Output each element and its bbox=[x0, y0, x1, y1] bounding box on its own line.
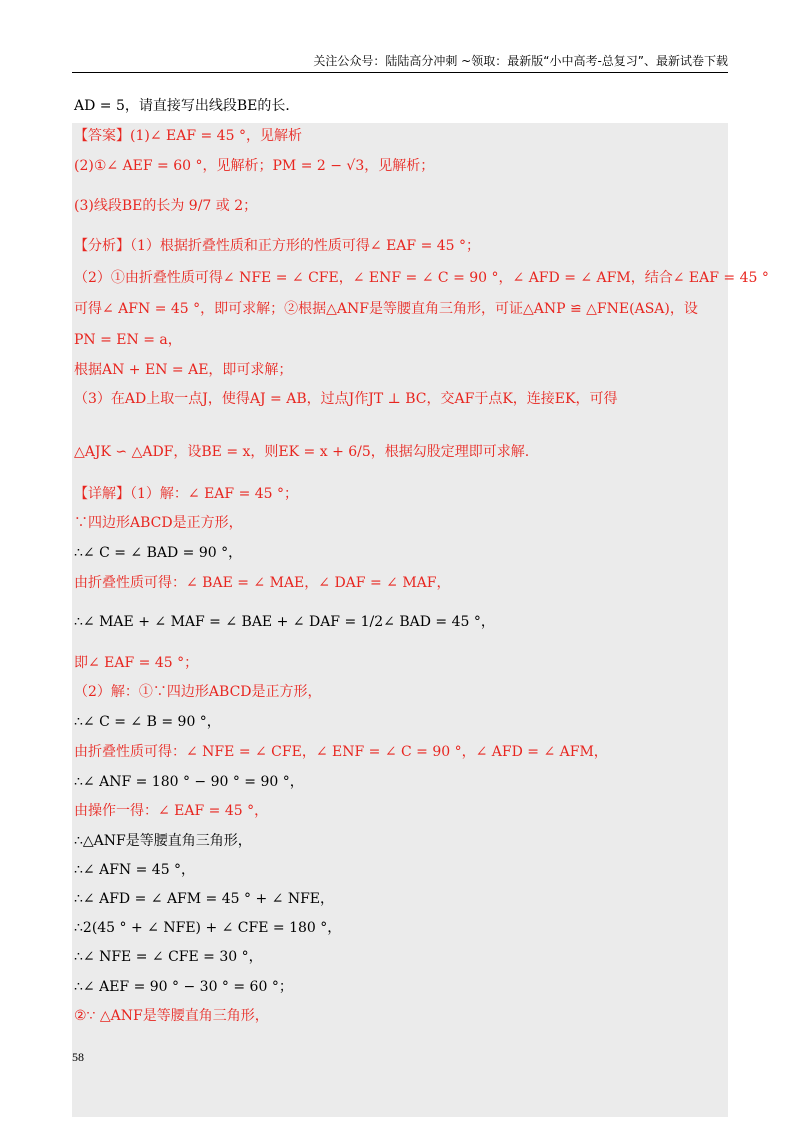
text-line: ∴∠ MAE + ∠ MAF = ∠ BAE + ∠ DAF = 1/2∠ BAD = 45 °， bbox=[74, 614, 495, 630]
text-line: 根据AN + EN = AE，即可求解； bbox=[74, 362, 293, 378]
text-line: 由操作一得：∠ EAF = 45 °， bbox=[74, 803, 269, 819]
text-line: ∴∠ AFN = 45 °， bbox=[74, 862, 196, 878]
text-line: （3）在AD上取一点J，使得AJ = AB，过点J作JT ⊥ BC，交AF于点K，连接EK，可得 bbox=[74, 391, 618, 407]
text-line: 【分析】（1）根据折叠性质和正方形的性质可得∠ EAF = 45 °； bbox=[74, 238, 481, 254]
text-line: (2)①∠ AEF = 60 °，见解析；PM = 2 − √3，见解析； bbox=[74, 158, 435, 174]
text-line: ∴∠ AEF = 90 ° − 30 ° = 60 °； bbox=[74, 979, 293, 995]
text-line: 可得∠ AFN = 45 °，即可求解；②根据△ANF是等腰直角三角形，可证△ANP ≌ △FNE(ASA)，设 bbox=[74, 301, 698, 317]
text-line: ②∵ △ANF是等腰直角三角形， bbox=[74, 1008, 269, 1024]
text-line: ∴∠ AFD = ∠ AFM = 45 ° + ∠ NFE， bbox=[74, 891, 334, 907]
text-line: ∴∠ ANF = 180 ° − 90 ° = 90 °， bbox=[74, 774, 304, 790]
text-line: 由折叠性质可得：∠ NFE = ∠ CFE，∠ ENF = ∠ C = 90 °，∠ AFD = ∠ AFM， bbox=[74, 744, 608, 760]
text-line: 【详解】（1）解：∠ EAF = 45 °； bbox=[74, 486, 299, 502]
text-line: PN = EN = a， bbox=[74, 332, 182, 348]
text-line: ∴△ANF是等腰直角三角形， bbox=[74, 833, 252, 849]
text-line: ∴2(45 ° + ∠ NFE) + ∠ CFE = 180 °， bbox=[74, 920, 342, 936]
text-line: ∵四边形ABCD是正方形， bbox=[74, 515, 243, 531]
text-line: AD = 5，请直接写出线段BE的长． bbox=[74, 98, 300, 114]
text-line: (3)线段BE的长为 9/7 或 2； bbox=[74, 198, 258, 214]
text-line: 由折叠性质可得：∠ BAE = ∠ MAE，∠ DAF = ∠ MAF， bbox=[74, 575, 451, 591]
text-line: （2）解：①∵四边形ABCD是正方形， bbox=[74, 684, 322, 700]
text-line: ∴∠ C = ∠ B = 90 °， bbox=[74, 714, 221, 730]
text-line: △AJK ∽ △ADF，设BE = x，则EK = x + 6/5，根据勾股定理即可求解. bbox=[74, 444, 530, 460]
text-line: 【答案】(1)∠ EAF = 45 °，见解析 bbox=[74, 128, 302, 144]
page-header: 关注公众号：陆陆高分冲刺 ~领取：最新版“小中高考-总复习”、最新试卷下载 bbox=[72, 52, 728, 73]
text-line: （2）①由折叠性质可得∠ NFE = ∠ CFE，∠ ENF = ∠ C = 90 °，∠ AFD = ∠ AFM，结合∠ EAF = 45 ° bbox=[74, 270, 769, 286]
text-line: 即∠ EAF = 45 °； bbox=[74, 655, 199, 671]
text-line: ∴∠ NFE = ∠ CFE = 30 °， bbox=[74, 949, 263, 965]
page-number: 58 bbox=[72, 1050, 84, 1064]
text-line: ∴∠ C = ∠ BAD = 90 °， bbox=[74, 545, 243, 561]
